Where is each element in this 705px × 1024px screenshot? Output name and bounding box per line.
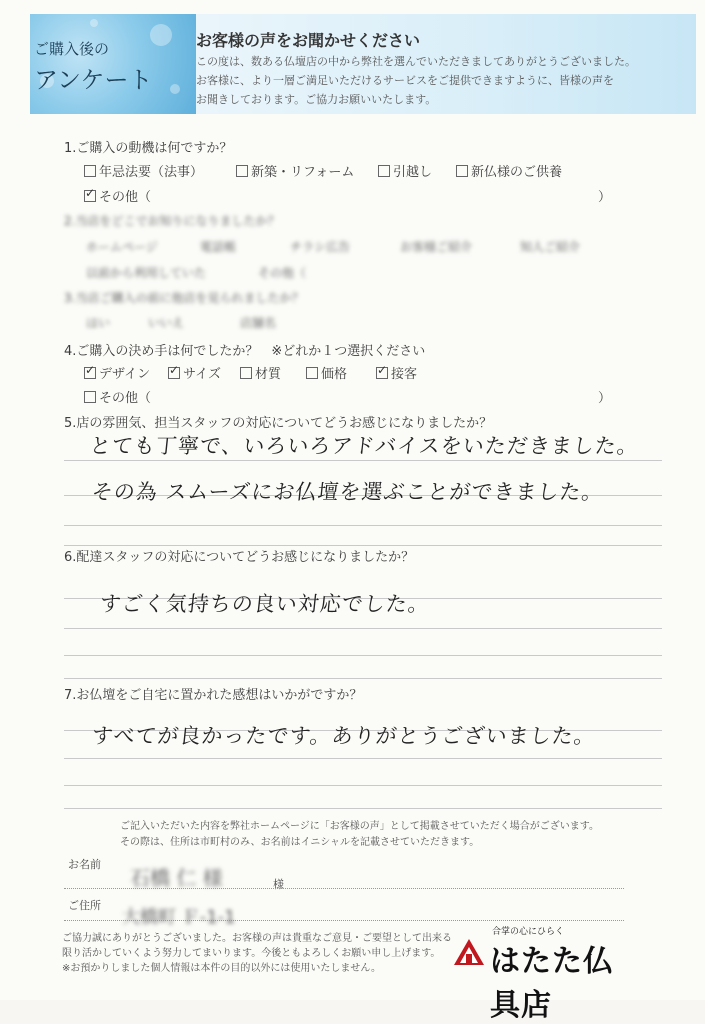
option-label: 年忌法要（法事）: [99, 165, 204, 180]
name-value[interactable]: 石橋 仁 様: [130, 866, 223, 890]
banner-title: アンケート: [34, 66, 153, 94]
answer-line: [64, 678, 662, 679]
q2-option: 知人ご紹介: [520, 240, 581, 254]
name-label: お名前: [68, 858, 101, 871]
q2-option: その他（: [258, 266, 307, 280]
disclosure-line: その際は、住所は市町村のみ、お名前はイニシャルを記載させていただきます。: [120, 837, 480, 848]
q2-option: 電話帳: [200, 240, 237, 254]
q2-option: お客様ご紹介: [400, 240, 473, 254]
address-value[interactable]: 大橋町 Ｆ-1-1: [122, 907, 236, 928]
answer-line: [64, 525, 662, 526]
header-message-line: この度は、数ある仏壇店の中から弊社を選んでいただきましてありがとうございました。: [196, 55, 636, 68]
q1-option-other[interactable]: [84, 186, 151, 205]
footer-line: ご協力誠にありがとうございました。お客様の声は貴重なご意見・ご要望として出来る: [62, 933, 452, 944]
question-6-label: 6.配達スタッフの対応についてどうお感じになりましたか？: [64, 550, 415, 565]
q2-option: 以前から利用していた: [86, 266, 207, 280]
q6-answer-line-1[interactable]: すごく気持ちの良い対応でした。: [98, 592, 432, 616]
q3-option: いいえ: [148, 316, 185, 330]
disclosure-line: ご記入いただいた内容を弊社ホームページに「お客様の声」として掲載させていただく場合がございます。: [120, 821, 599, 832]
q4-option-price[interactable]: [306, 363, 347, 382]
checkbox-checked[interactable]: [84, 367, 96, 379]
header-message-line: お客様に、より一層ご満足いただけるサービスをご提供できますように、皆様の声を: [196, 74, 614, 87]
q3-option: 店舗名: [240, 316, 277, 330]
checkbox[interactable]: [240, 367, 252, 379]
option-label: 新仏様のご供養: [471, 165, 563, 180]
q4-option-material[interactable]: [240, 363, 281, 382]
paren-close: ）: [598, 190, 612, 205]
q4-option-service[interactable]: [376, 363, 417, 382]
answer-line: [64, 808, 662, 809]
address-label: ご住所: [68, 899, 101, 912]
q2-option: ホームページ: [86, 240, 158, 254]
checkbox[interactable]: [306, 367, 318, 379]
answer-line: [64, 460, 662, 461]
q3-option: はい: [86, 316, 111, 330]
q7-answer-line-1[interactable]: すべてが良かったです。ありがとうございました。: [90, 724, 598, 748]
checkbox[interactable]: [456, 165, 468, 177]
checkbox[interactable]: [84, 391, 96, 403]
checkbox[interactable]: [84, 165, 96, 177]
q1-option-new-buddha[interactable]: [456, 161, 562, 180]
answer-line: [64, 758, 662, 759]
option-label: デザイン: [99, 367, 151, 382]
q1-option-moving[interactable]: [378, 161, 432, 180]
answer-line: [64, 628, 662, 629]
checkbox-checked[interactable]: [168, 367, 180, 379]
temple-mark-icon: [452, 937, 486, 967]
q1-option-renovation[interactable]: [236, 161, 354, 180]
q4-option-size[interactable]: [168, 363, 221, 382]
header-message-line: お聞きしております。ご協力お願いいたします。: [196, 93, 437, 106]
option-label: 価格: [321, 367, 348, 382]
option-label: サイズ: [183, 367, 221, 382]
option-label: 新築・リフォーム: [251, 165, 355, 180]
company-logo: [450, 924, 630, 1023]
option-label: 引越し: [393, 165, 433, 180]
paren-close: ）: [598, 391, 612, 406]
footer-line: 限り活かしていくよう努力してまいります。今後ともよろしくお願い申し上げます。: [62, 948, 441, 959]
question-4-label: 4.ご購入の決め手は何でしたか？ ※どれか１つ選択ください: [64, 344, 426, 359]
option-label: その他（: [99, 391, 152, 406]
question-1-label: 1.ご購入の動機は何ですか？: [64, 141, 233, 156]
question-2-label: 2.当店をどこでお知りになりましたか？: [64, 214, 280, 228]
checkbox-checked[interactable]: [376, 367, 388, 379]
option-label: その他（: [99, 190, 152, 205]
header-message: [196, 52, 691, 109]
q2-option: チラシ広告: [290, 240, 351, 254]
logo-tagline: 合掌の心にひらく: [492, 927, 565, 937]
q4-option-design[interactable]: [84, 363, 150, 382]
option-label: 接客: [391, 367, 418, 382]
checkbox[interactable]: [378, 165, 390, 177]
header-title: お客様の声をお聞かせください: [196, 31, 421, 50]
q5-answer-line-1[interactable]: とても丁寧で、いろいろアドバイスをいただきました。: [88, 434, 641, 458]
checkbox-checked[interactable]: [84, 190, 96, 202]
option-label: 材質: [255, 367, 282, 382]
q5-answer-line-2[interactable]: その為 スムーズにお仏壇を選ぶことができました。: [90, 480, 605, 504]
checkbox[interactable]: [236, 165, 248, 177]
answer-line: [64, 785, 662, 786]
q1-option-memorial[interactable]: [84, 161, 203, 180]
honorific: 様: [273, 878, 284, 891]
question-5-label: 5.店の雰囲気、担当スタッフの対応についてどうお感じになりましたか？: [64, 416, 493, 431]
address-underline: [64, 920, 624, 921]
question-7-label: 7.お仏壇をご自宅に置かれた感想はいかがですか？: [64, 688, 363, 703]
answer-line: [64, 655, 662, 656]
q4-option-other[interactable]: [84, 387, 151, 406]
footer-line: ※お預かりしました個人情報は本件の目的以外には使用いたしません。: [62, 963, 381, 974]
logo-name: はたた仏具店: [490, 944, 614, 1023]
question-3-label: 3.当店ご購入の前に他店を見られましたか？: [64, 291, 304, 305]
name-underline: [64, 888, 624, 889]
banner-subtitle: ご購入後の: [34, 40, 110, 58]
